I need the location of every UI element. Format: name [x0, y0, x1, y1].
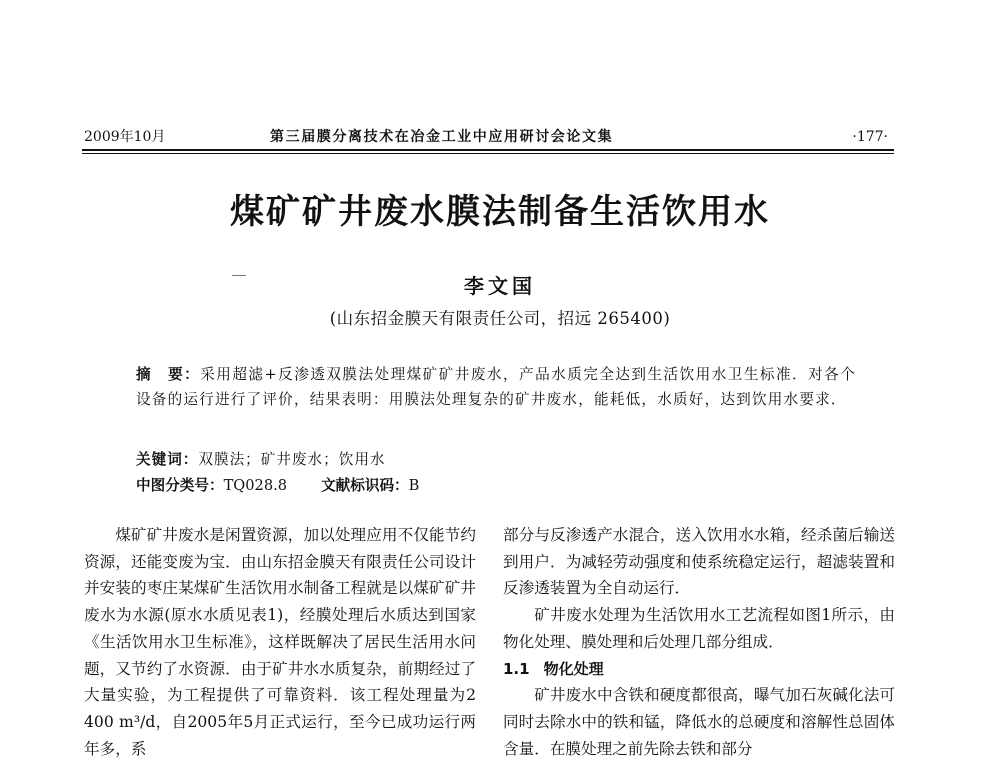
journal-name: 第三届膜分离技术在冶金工业中应用研讨会论文集: [270, 129, 614, 145]
section-heading: [503, 656, 895, 683]
header-rule-thin: [82, 153, 894, 154]
body-paragraph-2: 矿井废水处理为生活饮用水工艺流程如图1所示，由物化处理、膜处理和后处理几部分组成．: [503, 606, 895, 651]
running-head: [82, 128, 894, 146]
author-affiliation: (山东招金膜天有限责任公司，招远 265400): [329, 309, 671, 328]
body-column-right: [503, 522, 895, 762]
header-rule-thick: [82, 149, 894, 151]
body-column-left: [84, 522, 476, 762]
page-number: ·177·: [852, 129, 888, 145]
author-name: 李文国: [464, 274, 536, 298]
abstract-text: 采用超滤+反渗透双膜法处理煤矿矿井废水，产品水质完全达到生活饮用水卫生标准．对各个设备的运行进行了评价，结果表明：用膜法处理复杂的矿井废水，能耗低，水质好，达到饮用水要求．: [136, 366, 856, 408]
body-paragraph-1: 部分与反渗透产水混合，送入饮用水水箱，经杀菌后输送到用户．为减轻劳动强度和使系统稳定运行，超滤装置和反渗透装置为全自动运行．: [503, 526, 895, 598]
issue-date: 2009年10月: [84, 129, 166, 145]
clc-label: 中图分类号：: [136, 477, 224, 494]
body-paragraph-3: 矿井废水中含铁和硬度都很高，曝气加石灰碱化法可同时去除水中的铁和锰，降低水的总硬度和溶解性总固体含量．在膜处理之前先除去铁和部分: [503, 686, 895, 758]
doc-code-label: 文献标识码：: [321, 477, 409, 494]
abstract: [136, 362, 856, 412]
doc-code-value: B: [408, 477, 420, 494]
abstract-label: 摘 要：: [136, 366, 201, 383]
section-title: 物化处理: [543, 659, 604, 678]
keywords: [136, 449, 386, 471]
paper-title: 煤矿矿井废水膜法制备生活饮用水: [230, 192, 770, 232]
clc-value: TQ028.8: [223, 477, 288, 494]
keywords-label: 关键词：: [136, 451, 199, 468]
section-number: 1.1: [503, 659, 530, 678]
keywords-text: 双膜法；矿井废水；饮用水: [198, 451, 386, 468]
classification-line: [136, 475, 419, 497]
intro-paragraph: 煤矿矿井废水是闲置资源，加以处理应用不仅能节约资源，还能变废为宝．由山东招金膜天有限责任公司设计并安装的枣庄某煤矿生活饮用水制备工程就是以煤矿矿井废水为水源(原水水质见表1)，经膜处理后水质达到国家《生活饮用水卫生标准》，这样既解决了居民生活用水问题，又节约了水资源．由于矿井水水质复杂，前期经过了大量实验，为工程提供了可靠资料．该工程处理量为2 400 m³/d，自2005年5月正式运行，至今已成功运行两年多，系: [84, 526, 476, 758]
